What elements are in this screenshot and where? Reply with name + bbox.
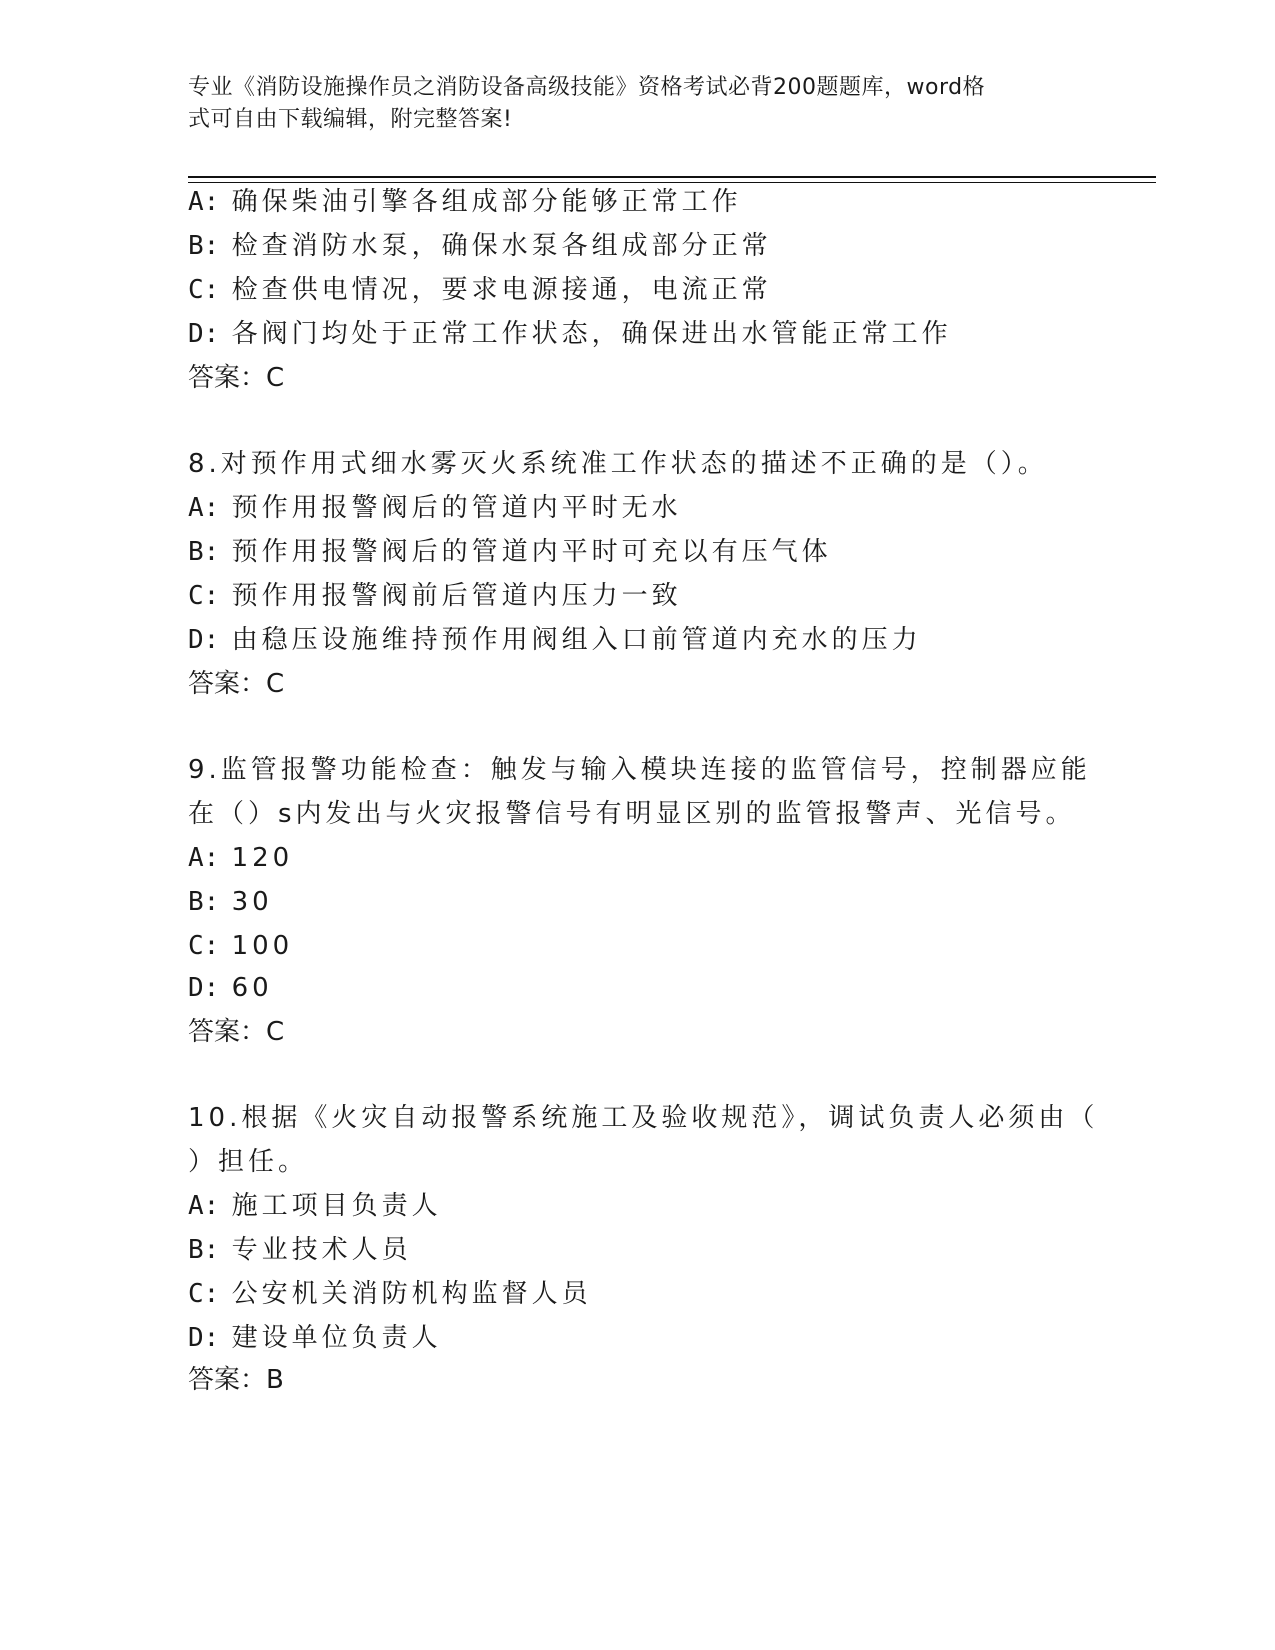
q7-option-b: B: 检查消防水泵，确保水泵各组成部分正常 [188,231,772,261]
q8-option-b: B: 预作用报警阀后的管道内平时可充以有压气体 [188,537,832,567]
q9-stem-line-2: 在（）s内发出与火灾报警信号有明显区别的监管报警声、光信号。 [188,799,1076,829]
q10-answer: 答案：B [188,1365,284,1395]
q7-option-d: D: 各阀门均处于正常工作状态，确保进出水管能正常工作 [188,319,952,349]
document-header [188,72,1088,136]
q9-option-b: B: 30 [188,887,273,917]
header-line-1: 专业《消防设施操作员之消防设备高级技能》资格考试必背200题题库，word格 [188,75,986,100]
q9-option-c: C: 100 [188,931,294,961]
q9-option-a: A: 120 [188,843,294,873]
q10-stem-line-2: ）担任。 [188,1147,309,1177]
q8-answer: 答案：C [188,669,285,699]
header-divider-thick [188,176,1156,178]
q10-option-a: A: 施工项目负责人 [188,1191,442,1221]
q8-option-d: D: 由稳压设施维持预作用阀组入口前管道内充水的压力 [188,625,922,655]
q9-stem-line-1: 9.监管报警功能检查：触发与输入模块连接的监管信号，控制器应能 [188,755,1091,785]
q7-answer: 答案：C [188,363,285,393]
q10-option-d: D: 建设单位负责人 [188,1323,442,1353]
header-divider-thin [188,182,1156,183]
q8-option-c: C: 预作用报警阀前后管道内压力一致 [188,581,682,611]
q10-option-c: C: 公安机关消防机构监督人员 [188,1279,592,1309]
header-line-2: 式可自由下载编辑，附完整答案! [188,107,513,132]
q8-stem: 8.对预作用式细水雾灭火系统准工作状态的描述不正确的是（）。 [188,449,1048,479]
q8-option-a: A: 预作用报警阀后的管道内平时无水 [188,493,682,523]
q7-option-c: C: 检查供电情况，要求电源接通，电流正常 [188,275,772,305]
q9-option-d: D: 60 [188,973,273,1003]
q9-answer: 答案：C [188,1017,285,1047]
q10-stem-line-1: 10.根据《火灾自动报警系统施工及验收规范》，调试负责人必须由（ [188,1103,1099,1133]
q7-option-a: A: 确保柴油引擎各组成部分能够正常工作 [188,187,742,217]
q10-option-b: B: 专业技术人员 [188,1235,412,1265]
